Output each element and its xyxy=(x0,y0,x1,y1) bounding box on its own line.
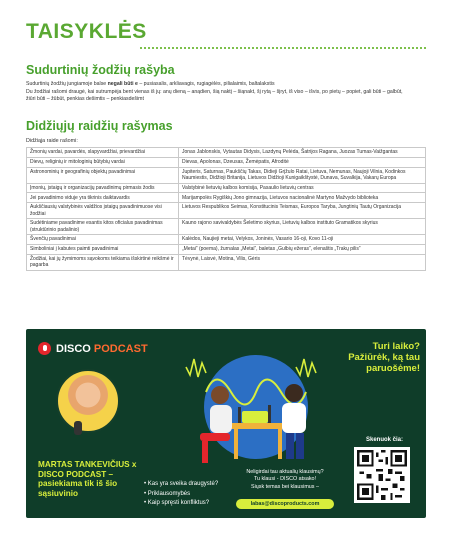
capitalization-table xyxy=(26,147,426,271)
qr-code[interactable] xyxy=(354,447,410,503)
rule-examples-cell: Kauno rajono savivaldybės Šeletimo skyrius, Lietuvių kalbos instituto Gramatikos skyrius xyxy=(179,219,426,235)
rule-category-cell: Jei pavadinimo viduje yra tikrinis daiktavardis xyxy=(27,193,179,203)
rule-examples-cell: Tėvynė, Laisvė, Motina, Vilis, Gėris xyxy=(179,254,426,270)
rule-category-cell: Dievų, religinių ir mitologinių būtybių vardai xyxy=(27,157,179,167)
rule-category-cell: Simboliniai į kabutes paimti pavadinimai xyxy=(27,244,179,254)
rule-category-cell: Sudėtiniame pavadinime esantis kitos oficialus pavadinimas (struktūrinio padalinio) xyxy=(27,219,179,235)
contact-email-link[interactable]: labas@discoproducts.com xyxy=(236,499,334,509)
section-heading-compound-words: Sudurtinių žodžių rašyba xyxy=(26,63,175,77)
rule-examples-cell: Kalėdos, Naujieji metai, Velykos, Joninės, Vasario 16-oji, Kovo 11-oji xyxy=(179,235,426,245)
microphone-icon xyxy=(74,421,82,435)
scan-label: Skenuok čia: xyxy=(366,437,404,443)
guest-promo-text: MARTAS TANKEVIČIUS x DISCO PODCAST – pasiekiama tik iš šio sąsiuvinio xyxy=(38,460,137,498)
table-row xyxy=(27,219,426,235)
rule-examples-cell: Jonas Jablonskis, Vytautas Didysis, Lazdynų Pelėda, Šatrijos Ragana, Juozas Tumas-Vaižgantas xyxy=(179,148,426,158)
podcast-illustration xyxy=(176,337,336,472)
title-divider xyxy=(140,43,426,49)
rule-examples-cell: Jupiteris, Saturnas, Paukščių Takas, Didieji Grįžulo Ratai, Lietuva, Nemunas, Naujoji Vilnia, Kodinkos Naumiestis, Didžioji Britanija, Lietuvos Didžioji Kunigaikštystė, Dunava, Suvalkija, Vakarų Europa xyxy=(179,167,426,183)
contact-text: Neligirdai tau aktualių klausimų? Tu klausi - DISCO atsako! Siųsk temas bei klausimus – xyxy=(246,469,324,490)
topic-item: • Kaip spręsti konfliktus? xyxy=(144,499,218,509)
guest-photo xyxy=(56,369,120,433)
record-icon xyxy=(38,342,51,355)
table-row xyxy=(27,167,426,183)
rule-examples-cell: Dievas, Apolonas, Dzeusas, Žemėpatis, Afroditė xyxy=(179,157,426,167)
rule-category-cell: Įmonių, įstaigų ir organizacijų pavadinimų pirmasis žodis xyxy=(27,183,179,193)
promo-headline: Turi laiko? Pažiūrėk, ką tau paruošėme! xyxy=(348,341,420,374)
rule-examples-cell: Valstybinė lietuvių kalbos komisija, Pasaulio lietuvių centras xyxy=(179,183,426,193)
compound-words-paragraph xyxy=(26,81,426,104)
table-row xyxy=(27,235,426,245)
rule-examples-cell: Lietuvos Respublikos Seimas, Konstitucinis Teismas, Europos Taryba, Jungtinių Tautų Organizacija xyxy=(179,203,426,219)
table-row xyxy=(27,203,426,219)
table-row xyxy=(27,193,426,203)
topic-item: • Priklausomybės xyxy=(144,490,218,500)
table-row xyxy=(27,254,426,270)
rule-category-cell: Astronominių ir geografinių objektų pavadinimai xyxy=(27,167,179,183)
table-row xyxy=(27,183,426,193)
rule-category-cell: Švenčių pavadinimai xyxy=(27,235,179,245)
podcast-banner[interactable] xyxy=(26,329,426,518)
rule-category-cell: Žmonių vardai, pavardės, slapyvardžiai, prievardžiai xyxy=(27,148,179,158)
table-row xyxy=(27,244,426,254)
page-title: TAISYKLĖS xyxy=(26,20,147,43)
table-row xyxy=(27,148,426,158)
topic-item: • Kas yra sveika draugystė? xyxy=(144,480,218,490)
rule-category-cell: Aukščiausių valstybinės valdžios įstaigų pavadinimuose visi žodžiai xyxy=(27,203,179,219)
table-row xyxy=(27,157,426,167)
topic-list xyxy=(144,480,218,509)
rule-line: Du žodžiai rašomi draugė, kai sutrumpėja bent vienas iš jų: anų dieną – anądien, šią naktį – šiąnakt, šį rytą – šįryt, iš viso – išvis, po pietų – popiet, gali būti – galbūt, xyxy=(26,88,403,95)
rule-line: žiūri būti – žūbūt, penkias dešimtis – penkiasdešimt xyxy=(26,96,144,103)
disco-podcast-logo: DISCO PODCAST xyxy=(38,342,148,355)
rule-line: Sudurtinių žodžių jungiamoje balse negali būti e – pusiasalis, arkliavagis, rugiagėlės, pilialaimis, baltalakstis xyxy=(26,81,275,87)
rule-category-cell: Žodžiai, kai jų žymimoms sąvokoms teikiama išskirtinė reikšmė ir pagarba xyxy=(27,254,179,270)
rule-examples-cell: „Metai“ (poema), žurnalas „Metai“, baletas „Gulbių ežeras“, elenaštis „Trakų pilis“ xyxy=(179,244,426,254)
section-heading-capital-letters: Didžiųjų raidžių rašymas xyxy=(26,119,173,133)
table-intro: Didžiąja raide rašomi: xyxy=(26,138,78,144)
rule-examples-cell: Marijampolės Rygiškių Jono gimnazija, Lietuvos nacionalinė Martyno Mažvydo biblioteka xyxy=(179,193,426,203)
